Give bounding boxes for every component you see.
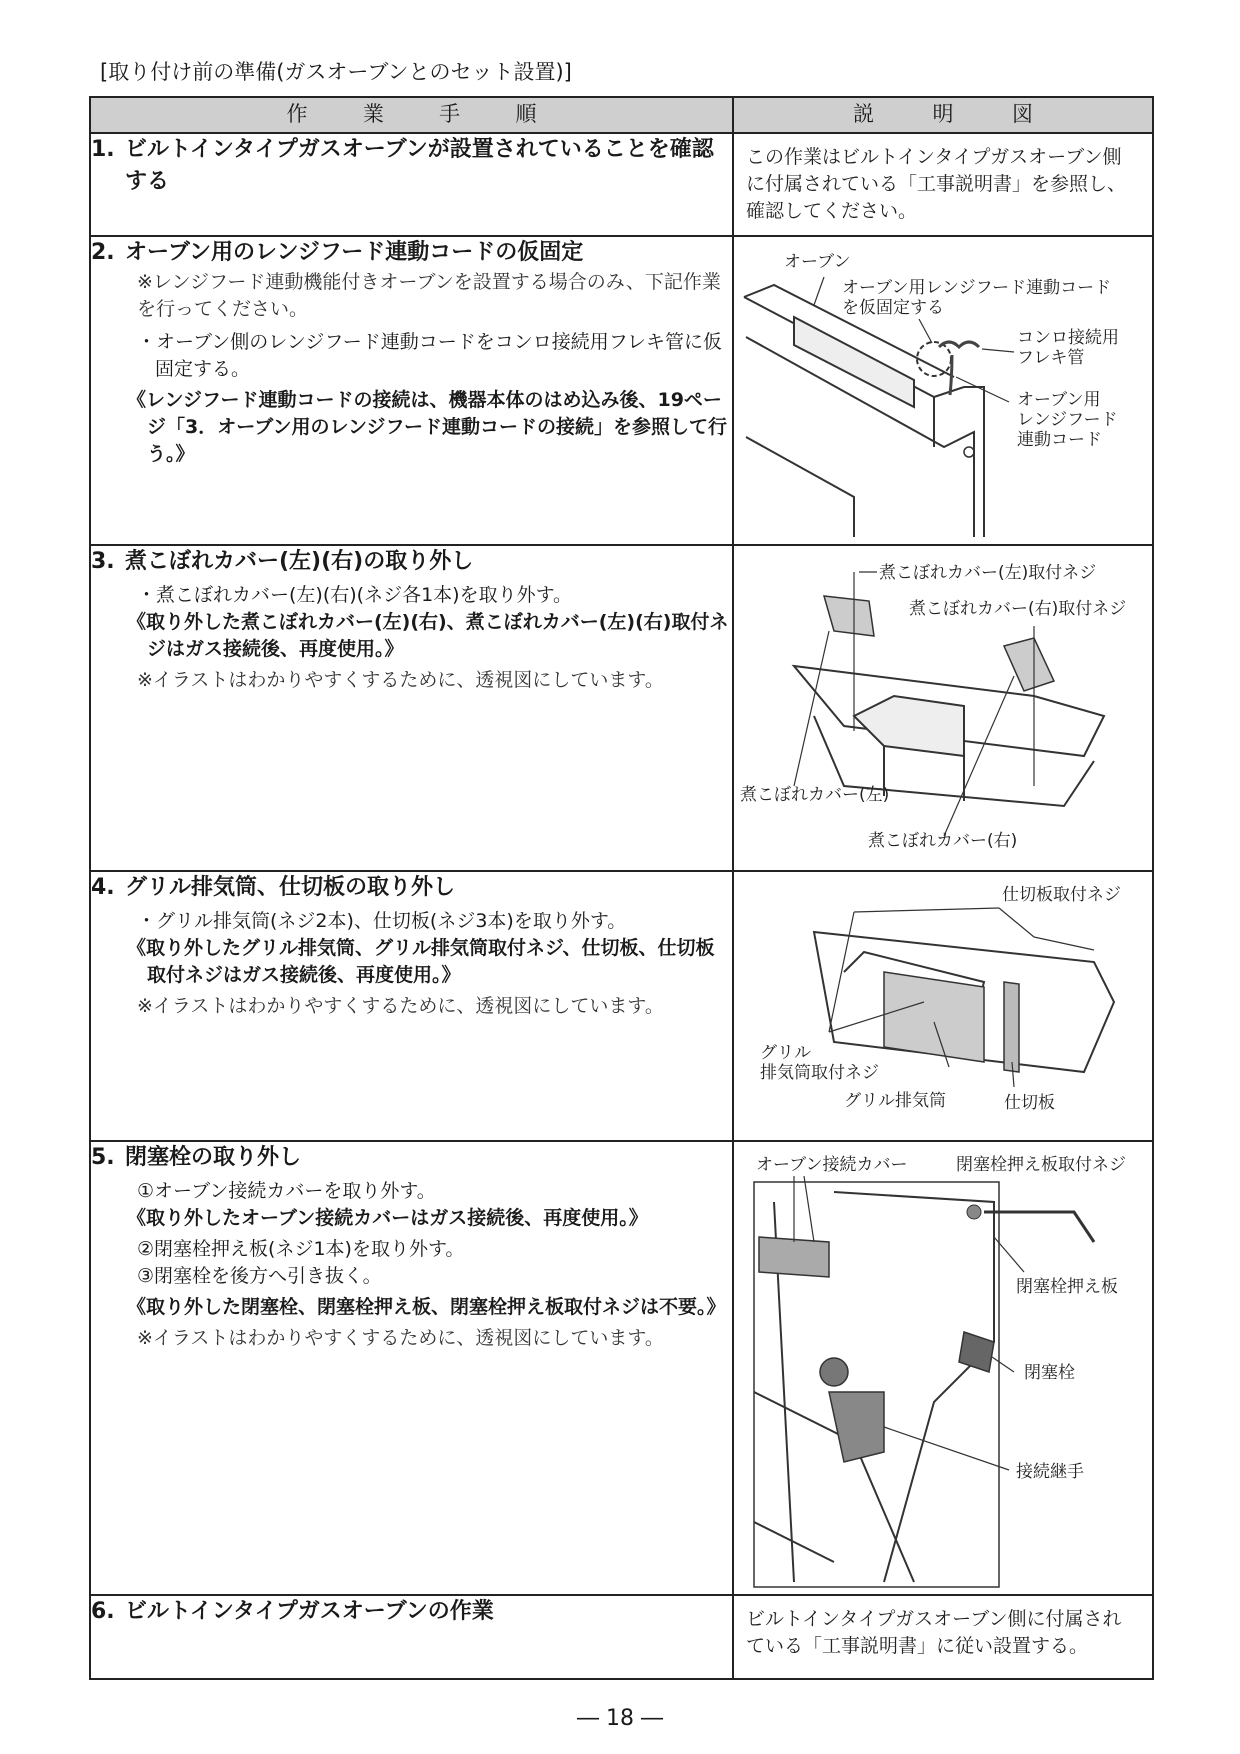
step-4-bullet: ・グリル排気筒(ネジ2本)、仕切板(ネジ3本)を取り外す。: [137, 910, 627, 932]
step-3-bullet: ・煮こぼれカバー(左)(右)(ネジ各1本)を取り外す。: [137, 584, 573, 606]
label-duct: グリル排気筒: [844, 1091, 946, 1111]
plug-removal-figure: [734, 1142, 1150, 1592]
label-joint: 接続継手: [1016, 1462, 1084, 1482]
label-duct-screw-1: グリル: [760, 1043, 811, 1063]
label-flex-2: フレキ管: [1017, 348, 1085, 368]
label-plate: 閉塞栓押え板: [1016, 1277, 1118, 1297]
step-2-procedure: [90, 236, 733, 545]
step-6-procedure: [90, 1595, 733, 1679]
label-partition-screw: 仕切板取付ネジ: [1002, 885, 1121, 905]
label-cord-1: オーブン用: [1017, 390, 1101, 410]
step-3-title: 3. 煮こぼれカバー(左)(右)の取り外し: [91, 549, 474, 574]
procedure-table: [89, 96, 1154, 1680]
label-screw-right: 煮こぼれカバー(右)取付ネジ: [909, 599, 1127, 619]
step-3-procedure: [90, 545, 733, 871]
step-5-reference-2: 《取り外した閉塞栓、閉塞栓押え板、閉塞栓押え板取付ネジは不要。》: [127, 1296, 726, 1318]
section-title: [取り付け前の準備(ガスオーブンとのセット設置)]: [100, 60, 572, 84]
label-cord-3: 連動コード: [1017, 430, 1102, 450]
step-5-reference-1: 《取り外したオーブン接続カバーはガス接続後、再度使用。》: [127, 1207, 648, 1229]
step-row-4: [90, 871, 1153, 1141]
label-partition: 仕切板: [1004, 1093, 1055, 1113]
page-number: ― 18 ―: [577, 1706, 663, 1731]
grill-duct-figure: [734, 872, 1150, 1138]
step-2-reference: 《レンジフード連動コードの接続は、機器本体のはめ込み後、19ページ「3．オーブン用のレンジフード連動コードの接続」を参照して行う。》: [127, 389, 727, 465]
step-2-note: ※レンジフード連動機能付きオーブンを設置する場合のみ、下記作業を行ってください。: [137, 271, 721, 320]
step-6-title: 6. ビルトインタイプガスオーブンの作業: [91, 1599, 494, 1624]
step-row-5: [90, 1141, 1153, 1595]
label-cord-fix-1: オーブン用レンジフード連動コード: [842, 278, 1112, 298]
step-4-illustration: [733, 871, 1153, 1141]
step-4-note: ※イラストはわかりやすくするために、透視図にしています。: [137, 995, 664, 1017]
label-cover-right: 煮こぼれカバー(右): [868, 831, 1018, 851]
step-4-procedure: [90, 871, 733, 1141]
label-cover-left: 煮こぼれカバー(左): [740, 785, 890, 805]
spill-cover-figure: [734, 546, 1150, 868]
label-plate-screw: 閉塞栓押え板取付ネジ: [956, 1155, 1126, 1175]
step-3-note: ※イラストはわかりやすくするために、透視図にしています。: [137, 669, 664, 691]
step-6-description: ビルトインタイプガスオーブン側に付属されている「工事説明書」に従い設置する。: [733, 1595, 1153, 1679]
label-screw-left: 煮こぼれカバー(左)取付ネジ: [879, 563, 1097, 583]
header-procedure: 作 業 手 順: [90, 97, 733, 133]
step-5-note: ※イラストはわかりやすくするために、透視図にしています。: [137, 1327, 664, 1349]
label-flex-1: コンロ接続用: [1017, 328, 1119, 348]
step-3-reference: 《取り外した煮こぼれカバー(左)(右)、煮こぼれカバー(左)(右)取付ネジはガス接続後、再度使用。》: [127, 611, 729, 660]
step-2-illustration: [733, 236, 1153, 545]
step-3-illustration: [733, 545, 1153, 871]
table-header-row: [90, 97, 1153, 133]
step-row-1: [90, 133, 1153, 236]
step-4-reference: 《取り外したグリル排気筒、グリル排気筒取付ネジ、仕切板、仕切板取付ネジはガス接続後、再度使用。》: [127, 937, 715, 986]
step-1-procedure: [90, 133, 733, 236]
step-2-title: 2. オーブン用のレンジフード連動コードの仮固定: [91, 240, 584, 265]
oven-cord-figure: [734, 237, 1150, 542]
step-5-item-2: ②閉塞栓押え板(ネジ1本)を取り外す。: [137, 1238, 465, 1260]
label-oven-cover: オーブン接続カバー: [756, 1155, 908, 1175]
step-row-2: [90, 236, 1153, 545]
step-5-illustration: [733, 1141, 1153, 1595]
step-4-title: 4. グリル排気筒、仕切板の取り外し: [91, 875, 456, 900]
step-row-6: [90, 1595, 1153, 1679]
label-oven: オーブン: [784, 252, 851, 272]
label-duct-screw-2: 排気筒取付ネジ: [760, 1063, 879, 1083]
label-cord-2: レンジフード: [1017, 410, 1118, 430]
step-2-bullet: ・オーブン側のレンジフード連動コードをコンロ接続用フレキ管に仮固定する。: [137, 331, 723, 380]
step-5-item-1: ①オーブン接続カバーを取り外す。: [137, 1180, 436, 1202]
step-row-3: [90, 545, 1153, 871]
label-cord-fix-2: を仮固定する: [842, 298, 944, 318]
label-plug: 閉塞栓: [1024, 1363, 1075, 1383]
step-5-item-3: ③閉塞栓を後方へ引き抜く。: [137, 1265, 382, 1287]
step-1-description: この作業はビルトインタイプガスオーブン側に付属されている「工事説明書」を参照し、確認してください。: [733, 133, 1153, 236]
header-illustration: 説 明 図: [733, 97, 1153, 133]
step-5-title: 5. 閉塞栓の取り外し: [91, 1145, 302, 1170]
step-5-procedure: [90, 1141, 733, 1595]
step-1-title: 1. ビルトインタイプガスオーブンが設置されていることを確認する: [91, 137, 714, 194]
